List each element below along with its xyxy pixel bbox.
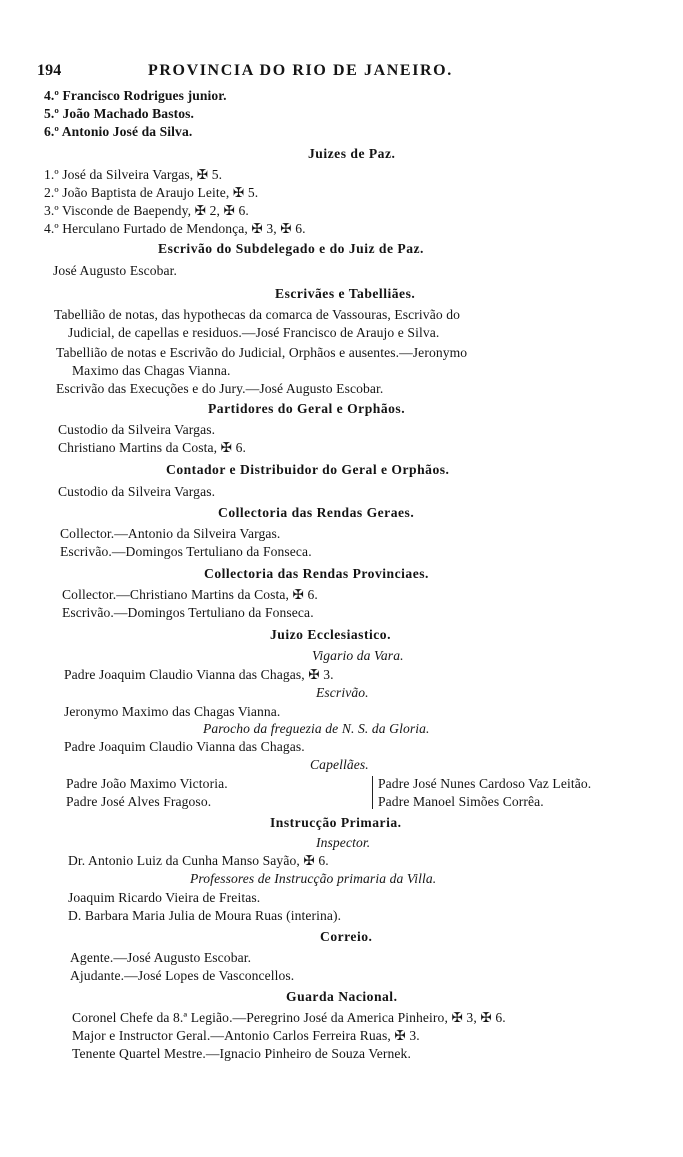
contador-name: Custodio da Silveira Vargas. <box>58 484 216 499</box>
section-heading-partidores: Partidores do Geral e Orphãos. <box>208 401 406 416</box>
section-heading-rendas-geraes: Collectoria das Rendas Geraes. <box>218 505 415 520</box>
juiz-item: 2.º João Baptista de Araujo Leite, ✠ 5. <box>44 185 259 200</box>
tabelliao-line: Tabellião de notas e Escrivão do Judicial, Orphãos e ausentes.—Jeronymo <box>56 345 468 360</box>
parocho-name: Padre Joaquim Claudio Vianna das Chagas. <box>64 739 305 754</box>
guarda-line: Major e Instructor Geral.—Antonio Carlos Ferreira Ruas, ✠ 3. <box>72 1028 420 1043</box>
vigario-name: Padre Joaquim Claudio Vianna das Chagas, ✠ 3. <box>64 667 334 682</box>
juiz-item: 4.º Herculano Furtado de Mendonça, ✠ 3, ✠ 6. <box>44 221 306 236</box>
section-heading-correio: Correio. <box>320 929 373 944</box>
section-heading-instruccao: Instrucção Primaria. <box>270 815 402 830</box>
section-heading-juizo-ecclesiastico: Juizo Ecclesiastico. <box>270 627 391 642</box>
capellao-left: Padre José Alves Fragoso. <box>66 794 212 809</box>
subheading-inspector: Inspector. <box>316 835 371 850</box>
subheading-vigario: Vigario da Vara. <box>312 648 404 663</box>
page-number: 194 <box>37 62 62 79</box>
guarda-line: Tenente Quartel Mestre.—Ignacio Pinheiro de Souza Vernek. <box>72 1046 411 1061</box>
partidor-line: Christiano Martins da Costa, ✠ 6. <box>58 440 246 455</box>
top-list-item: 6.º Antonio José da Silva. <box>44 124 193 139</box>
tabelliao-line: Tabellião de notas, das hypothecas da comarca de Vassouras, Escrivão do <box>54 307 461 322</box>
escrivao-subdelegado-name: José Augusto Escobar. <box>53 263 178 278</box>
section-heading-escrivaes: Escrivães e Tabelliães. <box>275 286 416 301</box>
correio-line: Ajudante.—José Lopes de Vasconcellos. <box>70 968 295 983</box>
section-heading-guarda-nacional: Guarda Nacional. <box>286 989 398 1004</box>
capellao-right: Padre José Nunes Cardoso Vaz Leitão. <box>378 776 592 791</box>
section-heading-contador: Contador e Distribuidor do Geral e Orphãos. <box>166 462 450 477</box>
subheading-escrivao: Escrivão. <box>316 685 369 700</box>
capellao-left: Padre João Maximo Victoria. <box>66 776 228 791</box>
section-heading-rendas-provinciaes: Collectoria das Rendas Provinciaes. <box>204 566 429 581</box>
professor-name: Joaquim Ricardo Vieira de Freitas. <box>68 890 261 905</box>
top-list-item: 5.º João Machado Bastos. <box>44 106 195 121</box>
escrivao-ecclesiastico-name: Jeronymo Maximo das Chagas Vianna. <box>64 704 281 719</box>
rendas-provinciaes-line: Collector.—Christiano Martins da Costa, ✠ 6. <box>62 587 318 602</box>
inspector-name: Dr. Antonio Luiz da Cunha Manso Sayão, ✠ 6. <box>68 853 329 868</box>
subheading-professores: Professores de Instrucção primaria da Villa. <box>190 871 437 886</box>
partidor-line: Custodio da Silveira Vargas. <box>58 422 216 437</box>
rendas-geraes-line: Collector.—Antonio da Silveira Vargas. <box>60 526 281 541</box>
tabelliao-line: Judicial, de capellas e residuos.—José Francisco de Araujo e Silva. <box>68 325 440 340</box>
professor-name: D. Barbara Maria Julia de Moura Ruas (interina). <box>68 908 342 923</box>
correio-line: Agente.—José Augusto Escobar. <box>70 950 252 965</box>
subheading-parocho: Parocho da freguezia de N. S. da Gloria. <box>203 721 430 736</box>
page-title: PROVINCIA DO RIO DE JANEIRO. <box>148 62 453 79</box>
section-heading-juizes-de-paz: Juizes de Paz. <box>308 146 396 161</box>
subheading-capellaes: Capellães. <box>310 757 369 772</box>
guarda-line: Coronel Chefe da 8.ª Legião.—Peregrino José da America Pinheiro, ✠ 3, ✠ 6. <box>72 1010 506 1025</box>
top-list-item: 4.º Francisco Rodrigues junior. <box>44 88 227 103</box>
tabelliao-line: Escrivão das Execuções e do Jury.—José Augusto Escobar. <box>56 381 384 396</box>
column-divider <box>372 776 373 809</box>
juiz-item: 3.º Visconde de Baependy, ✠ 2, ✠ 6. <box>44 203 249 218</box>
tabelliao-line: Maximo das Chagas Vianna. <box>72 363 231 378</box>
juiz-item: 1.º José da Silveira Vargas, ✠ 5. <box>44 167 223 182</box>
rendas-provinciaes-line: Escrivão.—Domingos Tertuliano da Fonseca. <box>62 605 314 620</box>
capellao-right: Padre Manoel Simões Corrêa. <box>378 794 544 809</box>
section-heading-escrivao-subdelegado: Escrivão do Subdelegado e do Juiz de Paz. <box>158 241 424 256</box>
rendas-geraes-line: Escrivão.—Domingos Tertuliano da Fonseca. <box>60 544 312 559</box>
